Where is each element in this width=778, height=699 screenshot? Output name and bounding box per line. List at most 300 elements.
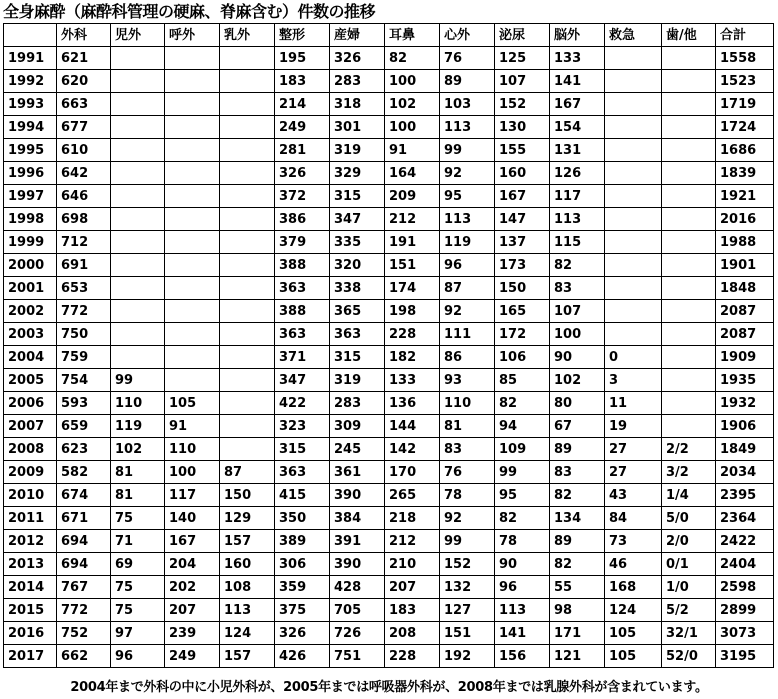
count-cell: 94 <box>495 415 550 438</box>
count-cell: 89 <box>550 438 605 461</box>
count-cell: 160 <box>220 553 275 576</box>
count-cell: 212 <box>385 208 440 231</box>
count-cell <box>165 369 220 392</box>
header-cell-year <box>4 24 57 47</box>
count-cell: 82 <box>550 254 605 277</box>
table-row <box>4 47 774 70</box>
year-cell: 1995 <box>4 139 57 162</box>
table-header-row <box>4 24 774 47</box>
count-cell: 167 <box>495 185 550 208</box>
count-cell <box>220 277 275 300</box>
year-cell: 1994 <box>4 116 57 139</box>
count-cell: 347 <box>330 208 385 231</box>
count-cell: 99 <box>440 530 495 553</box>
count-cell <box>111 185 165 208</box>
count-cell: 110 <box>165 438 220 461</box>
count-cell: 86 <box>440 346 495 369</box>
count-cell: 95 <box>440 185 495 208</box>
count-cell: 621 <box>57 47 111 70</box>
count-cell: 90 <box>495 553 550 576</box>
count-cell: 1558 <box>716 47 774 70</box>
table-row <box>4 70 774 93</box>
count-cell: 96 <box>111 645 165 668</box>
count-cell: 27 <box>605 438 662 461</box>
count-cell <box>662 47 716 70</box>
year-cell: 2003 <box>4 323 57 346</box>
year-cell: 2013 <box>4 553 57 576</box>
count-cell: 100 <box>165 461 220 484</box>
count-cell: 582 <box>57 461 111 484</box>
count-cell: 363 <box>330 323 385 346</box>
count-cell: 89 <box>550 530 605 553</box>
count-cell <box>165 254 220 277</box>
count-cell: 183 <box>275 70 330 93</box>
count-cell: 99 <box>111 369 165 392</box>
count-cell: 1921 <box>716 185 774 208</box>
count-cell: 157 <box>220 645 275 668</box>
count-cell: 1988 <box>716 231 774 254</box>
count-cell: 3073 <box>716 622 774 645</box>
count-cell: 71 <box>111 530 165 553</box>
count-cell: 772 <box>57 300 111 323</box>
year-cell: 2005 <box>4 369 57 392</box>
count-cell: 157 <box>220 530 275 553</box>
count-cell <box>165 323 220 346</box>
count-cell: 191 <box>385 231 440 254</box>
count-cell <box>220 254 275 277</box>
count-cell <box>605 116 662 139</box>
count-cell: 677 <box>57 116 111 139</box>
count-cell: 67 <box>550 415 605 438</box>
count-cell <box>220 70 275 93</box>
count-cell: 610 <box>57 139 111 162</box>
count-cell: 1849 <box>716 438 774 461</box>
count-cell <box>662 369 716 392</box>
table-row <box>4 185 774 208</box>
count-cell: 694 <box>57 553 111 576</box>
count-cell: 115 <box>550 231 605 254</box>
count-cell: 335 <box>330 231 385 254</box>
count-cell <box>165 70 220 93</box>
count-cell: 1719 <box>716 93 774 116</box>
count-cell: 85 <box>495 369 550 392</box>
count-cell: 2087 <box>716 323 774 346</box>
year-cell: 2006 <box>4 392 57 415</box>
count-cell: 428 <box>330 576 385 599</box>
count-cell: 371 <box>275 346 330 369</box>
table-row <box>4 530 774 553</box>
count-cell <box>111 346 165 369</box>
count-cell: 167 <box>550 93 605 116</box>
count-cell: 212 <box>385 530 440 553</box>
count-cell: 388 <box>275 300 330 323</box>
count-cell: 359 <box>275 576 330 599</box>
count-cell: 2364 <box>716 507 774 530</box>
count-cell <box>111 323 165 346</box>
count-cell: 132 <box>440 576 495 599</box>
count-cell: 2422 <box>716 530 774 553</box>
count-cell: 141 <box>550 70 605 93</box>
count-cell: 3/2 <box>662 461 716 484</box>
count-cell: 202 <box>165 576 220 599</box>
count-cell: 1848 <box>716 277 774 300</box>
count-cell: 301 <box>330 116 385 139</box>
count-cell: 1686 <box>716 139 774 162</box>
count-cell <box>165 116 220 139</box>
count-cell: 151 <box>440 622 495 645</box>
count-cell: 1935 <box>716 369 774 392</box>
count-cell <box>605 323 662 346</box>
count-cell: 52/0 <box>662 645 716 668</box>
count-cell: 83 <box>550 461 605 484</box>
count-cell: 315 <box>275 438 330 461</box>
count-cell: 315 <box>330 346 385 369</box>
count-cell: 319 <box>330 369 385 392</box>
page-title: 全身麻酔（麻酔科管理の硬麻、脊麻含む）件数の推移 <box>3 2 376 21</box>
count-cell <box>220 47 275 70</box>
header-cell: 乳外 <box>220 24 275 47</box>
count-cell: 136 <box>385 392 440 415</box>
count-cell: 329 <box>330 162 385 185</box>
count-cell: 113 <box>440 116 495 139</box>
count-cell: 141 <box>495 622 550 645</box>
count-cell: 105 <box>165 392 220 415</box>
table-row <box>4 231 774 254</box>
count-cell: 422 <box>275 392 330 415</box>
count-cell: 172 <box>495 323 550 346</box>
count-cell: 126 <box>550 162 605 185</box>
count-cell: 96 <box>440 254 495 277</box>
year-cell: 2008 <box>4 438 57 461</box>
count-cell: 5/0 <box>662 507 716 530</box>
year-cell: 1992 <box>4 70 57 93</box>
count-cell: 131 <box>550 139 605 162</box>
count-cell: 228 <box>385 323 440 346</box>
count-cell <box>662 346 716 369</box>
count-cell: 646 <box>57 185 111 208</box>
count-cell: 712 <box>57 231 111 254</box>
year-cell: 2011 <box>4 507 57 530</box>
count-cell <box>165 300 220 323</box>
count-cell: 102 <box>385 93 440 116</box>
count-cell: 93 <box>440 369 495 392</box>
count-cell: 105 <box>605 622 662 645</box>
count-cell: 82 <box>495 392 550 415</box>
count-cell: 208 <box>385 622 440 645</box>
count-cell <box>111 70 165 93</box>
count-cell <box>662 208 716 231</box>
year-cell: 2014 <box>4 576 57 599</box>
count-cell: 204 <box>165 553 220 576</box>
count-cell: 315 <box>330 185 385 208</box>
count-cell: 3195 <box>716 645 774 668</box>
count-cell: 372 <box>275 185 330 208</box>
count-cell: 100 <box>385 116 440 139</box>
count-cell <box>662 415 716 438</box>
table-row <box>4 254 774 277</box>
count-cell: 125 <box>495 47 550 70</box>
count-cell <box>662 93 716 116</box>
year-cell: 1993 <box>4 93 57 116</box>
table-row <box>4 162 774 185</box>
count-cell: 218 <box>385 507 440 530</box>
table-row <box>4 139 774 162</box>
table-row <box>4 645 774 668</box>
count-cell: 2034 <box>716 461 774 484</box>
count-cell: 1839 <box>716 162 774 185</box>
year-cell: 2016 <box>4 622 57 645</box>
count-cell: 363 <box>275 277 330 300</box>
count-cell: 228 <box>385 645 440 668</box>
count-cell: 90 <box>550 346 605 369</box>
count-cell <box>662 254 716 277</box>
count-cell <box>605 185 662 208</box>
count-cell: 111 <box>440 323 495 346</box>
count-cell: 43 <box>605 484 662 507</box>
count-cell: 593 <box>57 392 111 415</box>
count-cell: 390 <box>330 553 385 576</box>
count-cell: 83 <box>440 438 495 461</box>
count-cell: 426 <box>275 645 330 668</box>
count-cell: 95 <box>495 484 550 507</box>
count-cell: 306 <box>275 553 330 576</box>
count-cell: 265 <box>385 484 440 507</box>
count-cell: 281 <box>275 139 330 162</box>
count-cell: 113 <box>495 599 550 622</box>
count-cell <box>662 139 716 162</box>
count-cell: 326 <box>275 622 330 645</box>
count-cell: 156 <box>495 645 550 668</box>
count-cell: 78 <box>440 484 495 507</box>
count-cell: 152 <box>440 553 495 576</box>
header-cell: 整形 <box>275 24 330 47</box>
table-row <box>4 484 774 507</box>
count-cell <box>605 70 662 93</box>
year-cell: 2002 <box>4 300 57 323</box>
count-cell: 705 <box>330 599 385 622</box>
count-cell: 108 <box>220 576 275 599</box>
count-cell <box>220 346 275 369</box>
count-cell <box>111 277 165 300</box>
count-cell <box>220 392 275 415</box>
count-cell: 137 <box>495 231 550 254</box>
count-cell <box>605 208 662 231</box>
count-cell: 754 <box>57 369 111 392</box>
count-cell: 1901 <box>716 254 774 277</box>
count-cell <box>220 162 275 185</box>
count-cell: 91 <box>165 415 220 438</box>
year-cell: 2007 <box>4 415 57 438</box>
header-cell: 合計 <box>716 24 774 47</box>
count-cell: 389 <box>275 530 330 553</box>
count-cell: 102 <box>111 438 165 461</box>
count-cell: 151 <box>385 254 440 277</box>
count-cell: 2/0 <box>662 530 716 553</box>
count-cell <box>220 185 275 208</box>
year-cell: 2001 <box>4 277 57 300</box>
count-cell: 350 <box>275 507 330 530</box>
table-row <box>4 208 774 231</box>
count-cell: 91 <box>385 139 440 162</box>
table-body <box>4 47 774 668</box>
count-cell: 154 <box>550 116 605 139</box>
count-cell <box>165 346 220 369</box>
count-cell: 653 <box>57 277 111 300</box>
count-cell <box>220 116 275 139</box>
count-cell <box>662 185 716 208</box>
count-cell: 152 <box>495 93 550 116</box>
count-cell: 391 <box>330 530 385 553</box>
count-cell: 752 <box>57 622 111 645</box>
count-cell <box>165 47 220 70</box>
table-row <box>4 599 774 622</box>
count-cell <box>220 208 275 231</box>
count-cell <box>111 254 165 277</box>
count-cell: 117 <box>165 484 220 507</box>
count-cell: 102 <box>550 369 605 392</box>
header-cell: 産婦 <box>330 24 385 47</box>
year-cell: 1999 <box>4 231 57 254</box>
table-row <box>4 438 774 461</box>
count-cell: 134 <box>550 507 605 530</box>
count-cell: 32/1 <box>662 622 716 645</box>
count-cell <box>111 300 165 323</box>
count-cell <box>111 139 165 162</box>
count-cell: 150 <box>220 484 275 507</box>
count-cell: 55 <box>550 576 605 599</box>
header-cell: 児外 <box>111 24 165 47</box>
header-cell: 耳鼻 <box>385 24 440 47</box>
count-cell: 80 <box>550 392 605 415</box>
count-cell: 347 <box>275 369 330 392</box>
count-cell: 75 <box>111 507 165 530</box>
count-cell: 107 <box>495 70 550 93</box>
count-cell <box>111 162 165 185</box>
count-cell: 1/0 <box>662 576 716 599</box>
count-cell: 5/2 <box>662 599 716 622</box>
count-cell: 209 <box>385 185 440 208</box>
count-cell: 113 <box>220 599 275 622</box>
count-cell: 210 <box>385 553 440 576</box>
count-cell: 89 <box>440 70 495 93</box>
count-cell: 1906 <box>716 415 774 438</box>
count-cell: 326 <box>275 162 330 185</box>
year-cell: 2009 <box>4 461 57 484</box>
count-cell: 98 <box>550 599 605 622</box>
count-cell <box>662 392 716 415</box>
count-cell: 87 <box>220 461 275 484</box>
count-cell <box>605 162 662 185</box>
header-cell: 呼外 <box>165 24 220 47</box>
count-cell <box>662 323 716 346</box>
table-row <box>4 323 774 346</box>
count-cell: 245 <box>330 438 385 461</box>
count-cell <box>662 162 716 185</box>
count-cell: 207 <box>165 599 220 622</box>
count-cell: 751 <box>330 645 385 668</box>
count-cell: 46 <box>605 553 662 576</box>
count-cell: 195 <box>275 47 330 70</box>
count-cell <box>662 277 716 300</box>
count-cell: 390 <box>330 484 385 507</box>
table-row <box>4 300 774 323</box>
count-cell: 110 <box>440 392 495 415</box>
count-cell <box>662 70 716 93</box>
count-cell: 75 <box>111 599 165 622</box>
count-cell: 160 <box>495 162 550 185</box>
count-cell: 164 <box>385 162 440 185</box>
count-cell: 124 <box>220 622 275 645</box>
count-cell: 173 <box>495 254 550 277</box>
count-cell: 171 <box>550 622 605 645</box>
count-cell: 165 <box>495 300 550 323</box>
count-cell <box>605 93 662 116</box>
count-cell: 2598 <box>716 576 774 599</box>
count-cell: 620 <box>57 70 111 93</box>
count-cell: 283 <box>330 392 385 415</box>
count-cell <box>220 139 275 162</box>
count-cell: 83 <box>550 277 605 300</box>
count-cell: 388 <box>275 254 330 277</box>
count-cell: 155 <box>495 139 550 162</box>
count-cell: 674 <box>57 484 111 507</box>
count-cell: 750 <box>57 323 111 346</box>
header-cell: 脳外 <box>550 24 605 47</box>
count-cell <box>662 231 716 254</box>
year-cell: 1996 <box>4 162 57 185</box>
count-cell <box>111 47 165 70</box>
count-cell: 107 <box>550 300 605 323</box>
table-row <box>4 576 774 599</box>
count-cell: 113 <box>550 208 605 231</box>
count-cell: 323 <box>275 415 330 438</box>
count-cell: 73 <box>605 530 662 553</box>
count-cell: 318 <box>330 93 385 116</box>
count-cell: 144 <box>385 415 440 438</box>
count-cell: 659 <box>57 415 111 438</box>
count-cell: 0 <box>605 346 662 369</box>
count-cell <box>111 116 165 139</box>
count-cell: 100 <box>385 70 440 93</box>
count-cell: 96 <box>495 576 550 599</box>
footnote: 2004年まで外科の中に小児外科が、2005年までは呼吸器外科が、2008年までは乳腺外科が含まれています。 <box>70 680 708 695</box>
count-cell: 174 <box>385 277 440 300</box>
table-row <box>4 622 774 645</box>
count-cell: 76 <box>440 47 495 70</box>
count-cell <box>165 162 220 185</box>
year-cell: 2015 <box>4 599 57 622</box>
count-cell: 99 <box>495 461 550 484</box>
count-cell <box>165 139 220 162</box>
count-cell: 759 <box>57 346 111 369</box>
table-row <box>4 93 774 116</box>
count-cell: 142 <box>385 438 440 461</box>
count-cell: 82 <box>385 47 440 70</box>
count-cell: 110 <box>111 392 165 415</box>
count-cell <box>220 300 275 323</box>
count-cell <box>220 93 275 116</box>
year-cell: 2012 <box>4 530 57 553</box>
count-cell <box>662 300 716 323</box>
count-cell <box>165 231 220 254</box>
count-cell: 207 <box>385 576 440 599</box>
header-cell: 心外 <box>440 24 495 47</box>
count-cell <box>605 231 662 254</box>
count-cell <box>111 231 165 254</box>
count-cell: 19 <box>605 415 662 438</box>
count-cell: 82 <box>550 484 605 507</box>
count-cell <box>605 139 662 162</box>
